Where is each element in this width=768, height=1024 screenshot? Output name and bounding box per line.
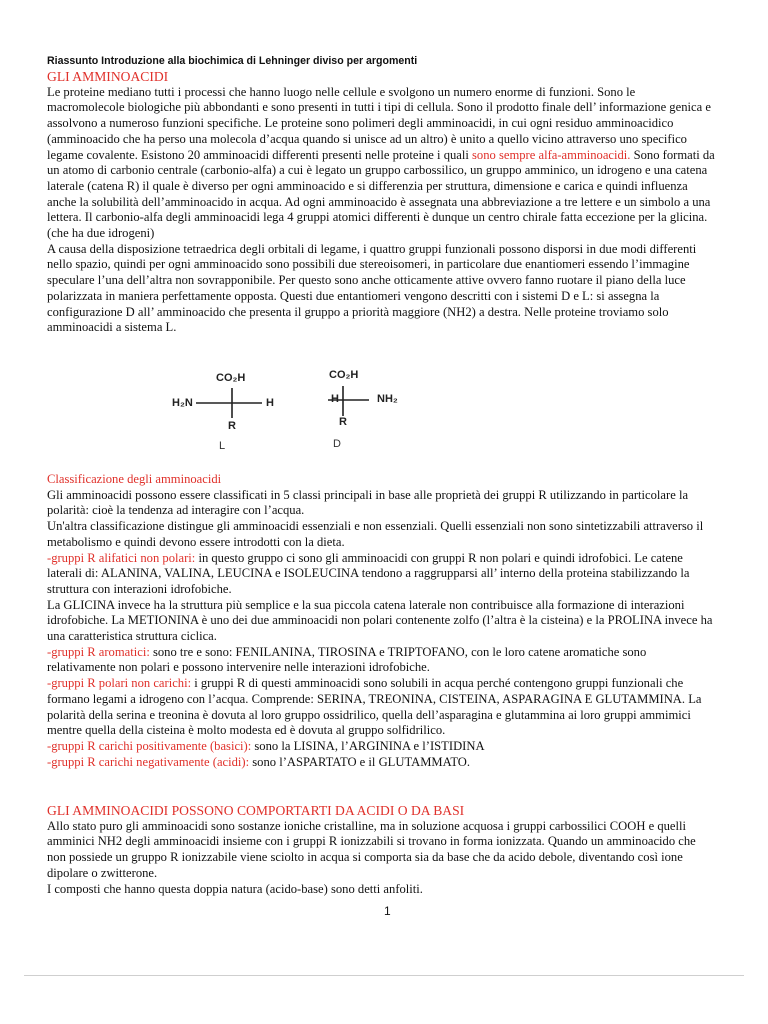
paragraph-intro	[47, 85, 715, 242]
paragraph-glicina: La GLICINA invece ha la struttura più semplice e la sua piccola catena laterale non contribuisce alla formazione di interazioni idrofobiche. La METIONINA è uno dei due amminoacidi non polari contenente zolfo (l’altra è la cisteina) e la PROLINA invece ha una caratteristica struttura ciclica.	[47, 597, 713, 644]
D-left-group: H	[331, 393, 339, 405]
paragraph-essenziali: Un'altra classificazione distingue gli amminoacidi essenziali e non essenziali. Quelli essenziali non sono sintetizzabili attraverso il metabolismo e quindi devono essere introdotti con la dieta.	[47, 519, 704, 549]
L-top-group: CO₂H	[216, 372, 246, 384]
intro-text-b: Sono formati da un atomo di carbonio centrale (carbonio-alfa) a cui è legato un gruppo carbossilico, un gruppo amminico, un idrogeno e una catena laterale (catena R) il quale è diverso per ogni amminoacido e si differenzia per struttura, dimensione e carica e quindi influenza anche la solubilità dell’amminoacido in acqua. Ad ogni amminoacido è assegnata una abbreviazione a tre lettere e un simbolo a una lettera. Il carbonio-alfa degli amminoacidi lega 4 gruppi atomici differenti è dunque un centro chirale fatta eccezione per la glicina. (che ha due idrogeni)	[47, 147, 715, 241]
group-aromatici-label: -gruppi R aromatici:	[47, 644, 150, 659]
section-acidi-basi	[47, 803, 715, 897]
group-aromatici	[47, 645, 715, 676]
group-acidi-text: sono l’ASPARTATO e il GLUTAMMATO.	[249, 754, 471, 769]
paragraph-anfoliti: I composti che hanno questa doppia natura (acido-base) sono detti anfoliti.	[47, 881, 423, 896]
section-amminoacidi	[47, 69, 715, 336]
group-polari	[47, 676, 715, 739]
group-acidi-label: -gruppi R carichi negativamente (acidi):	[47, 754, 250, 769]
D-label: D	[333, 438, 341, 450]
group-basici-label: -gruppi R carichi positivamente (basici):	[47, 738, 252, 753]
group-acidi	[47, 755, 715, 771]
paragraph-ioniche: Allo stato puro gli amminoacidi sono sostanze ioniche cristalline, ma in soluzione acquosa i gruppi carbossilici COOH e quelli amminici NH2 degli amminoacidi insieme con i gruppi R ionizzabili si trovano in forma ionizzata. Quando un amminoacido che non possiede un gruppo R ionizzabile viene sciolto in acqua si comporta sia da base che da acido debole, diventando così ione dipolare o zwitterone.	[47, 818, 696, 880]
group-alifatici-text: in questo gruppo ci sono gli amminoacidi con gruppi R non polari e quindi idrofobici. Le catene laterali di: ALANINA, VALINA, LEUCINA e ISOLEUCINA tendono a raggrupparsi all’ interno della proteina stabilizzando la struttura con interazioni idrofobiche.	[47, 550, 690, 596]
document-title: Riassunto Introduzione alla biochimica di Lehninger diviso per argomenti	[47, 55, 418, 67]
L-right-group: H	[266, 397, 274, 409]
D-bottom-group: R	[339, 416, 347, 428]
L-left-group: H₂N	[172, 397, 193, 409]
paragraph-stereoisomers: A causa della disposizione tetraedrica degli orbitali di legame, i quattro gruppi funzionali possono disporsi in due modi differenti nello spazio, quindi per ogni amminoacido sono possibili due stereoisomeri, in particolare due enantiomeri essendo l’immagine speculare l’una dell’altra non sovrapponibile. Per questo sono anche otticamente attive ovvero fanno ruotare il piano della luce polarizzata in maniera perfettamente opposta. Questi due entantiomeri vengono descritti con i sistemi D e L: si assegna la configurazione D all’ amminoacido che presenta il gruppo a priorità maggiore (NH2) a destra. Nelle proteine troviamo solo amminoacidi a sistema L.	[47, 241, 697, 335]
group-basici	[47, 739, 715, 755]
heading-classificazione: Classificazione degli amminoacidi	[47, 472, 222, 486]
D-top-group: CO₂H	[329, 369, 359, 381]
L-bottom-group: R	[228, 420, 236, 432]
intro-text-a: Le proteine mediano tutti i processi che hanno luogo nelle cellule e svolgono un numero enorme di funzioni. Sono le macromolecole biologiche più abbondanti e sono presenti in tutti i tipi di cellula. Sono il prodotto finale dell’ informazione genica e assolvono a numeroso funzioni specifiche. Le proteine sono polimeri degli amminoacidi, in cui ogni residuo amminoacidico (amminoacido che ha perso una molecola d’acqua quando si unisce ad un altro) è unito a quello vicino attraverso uno specifico legame covalente. Esistono 20 amminoacidi differenti presenti nelle proteine i quali	[47, 84, 711, 162]
paragraph-classes: Gli amminoacidi possono essere classificati in 5 classi principali in base alle proprietà dei gruppi R utilizzando in particolare la polarità: cioè la tendenza ad interagire con l’acqua.	[47, 487, 689, 518]
section-classificazione	[47, 472, 715, 770]
heading-acidi-basi: GLI AMMINOACIDI POSSONO COMPORTARTI DA ACIDI O DA BASI	[47, 803, 465, 818]
page-number: 1	[384, 904, 391, 918]
footer-divider	[24, 975, 744, 976]
group-polari-label: -gruppi R polari non carichi:	[47, 676, 192, 691]
group-aromatici-text: sono tre e sono: FENILANINA, TIROSINA e TRIPTOFANO, con le loro catene aromatiche sono relativamente non polari e possono intervenire nelle interazioni idrofobiche.	[47, 644, 647, 675]
group-basici-text: sono la LISINA, l’ARGININA e l’ISTIDINA	[251, 738, 485, 753]
group-alifatici	[47, 551, 715, 598]
intro-highlight: sono sempre alfa-amminoacidi.	[472, 147, 631, 162]
group-alifatici-label: -gruppi R alifatici non polari:	[47, 550, 196, 565]
D-right-group: NH₂	[377, 393, 398, 405]
heading-amminoacidi: GLI AMMINOACIDI	[47, 69, 169, 84]
group-polari-text: i gruppi R di questi amminoacidi sono solubili in acqua perché contengono gruppi funzionali che formano legami a idrogeno con l’acqua. Comprende: SERINA, TREONINA, CISTEINA, ASPARAGINA E GLUTAMMINA. La polarità della serina e treonina è dovuta al loro gruppo ossidrilico, quella dell’asparagina e glutammina ai loro gruppi ammimici mentre quella della cisteina è molto modesta ed è dovuta al gruppo solfidrilico.	[47, 676, 702, 738]
L-label: L	[219, 440, 226, 452]
